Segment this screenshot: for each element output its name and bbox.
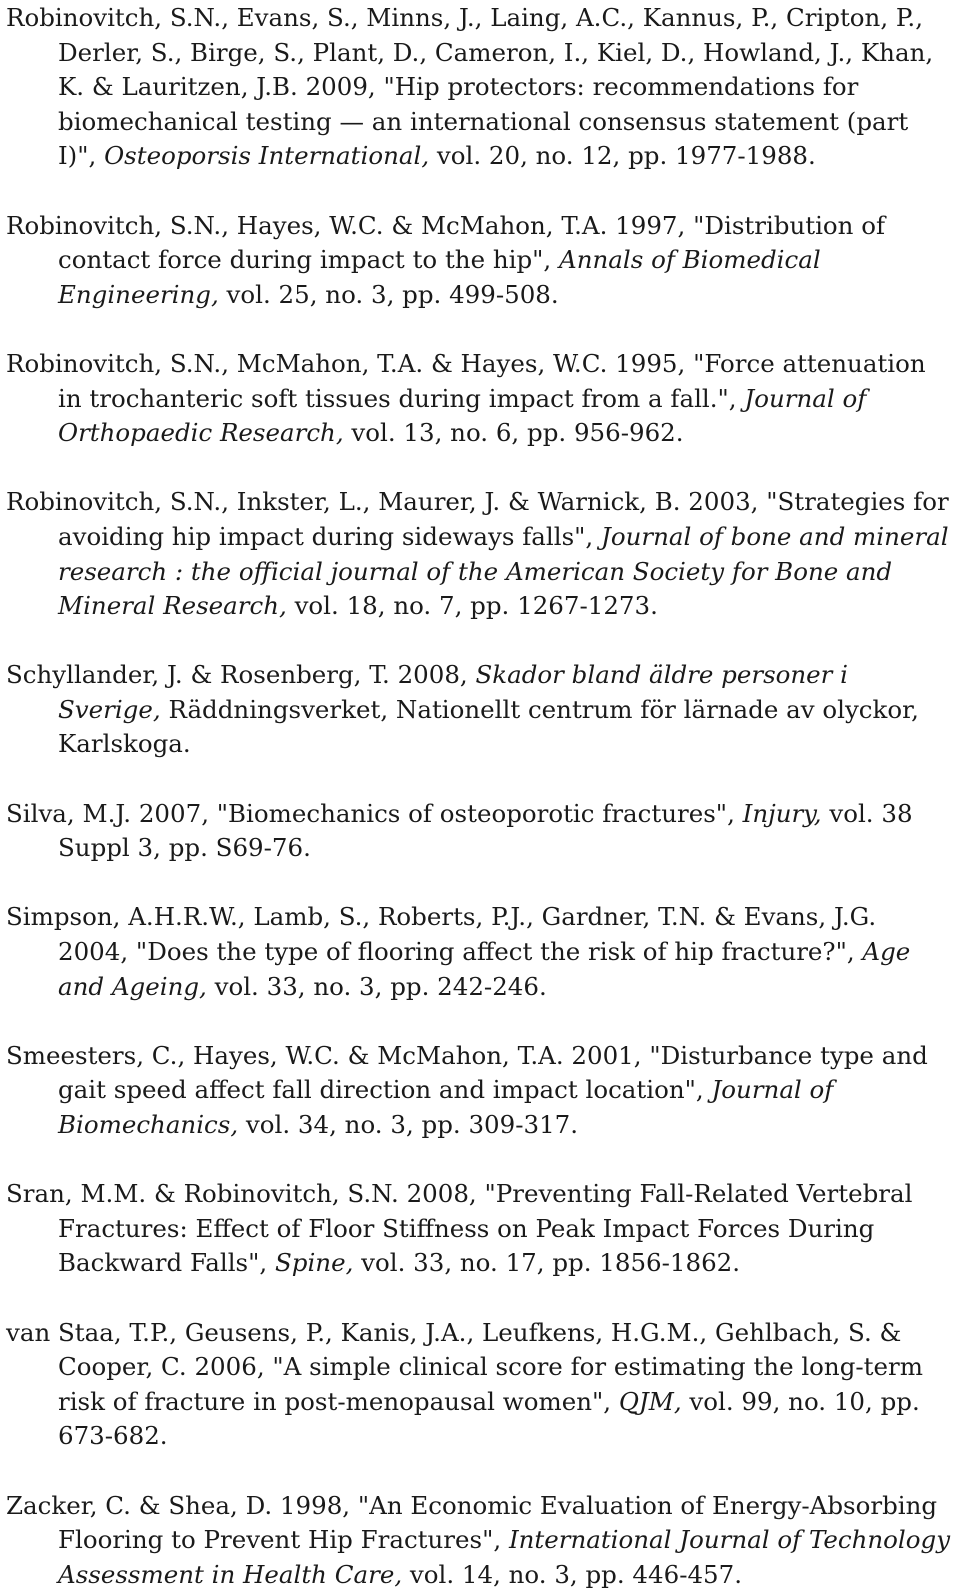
reference-details: vol. 20, no. 12, pp. 1977-1988. [429,141,816,171]
reference-text: Sran, M.M. & Robinovitch, S.N. 2008, "Preventing Fall-Related Vertebral Fractures: Effect of Floor Stiffness on Peak Impact Forces During Backward Falls", [6,1179,913,1278]
reference-text: Silva, M.J. 2007, "Biomechanics of osteoporotic fractures", [6,798,743,828]
reference-entry-robinovitch-2003 [6,485,954,623]
journal-title: Osteoporsis International, [104,141,430,171]
journal-title: Journal of bone and mineral research : the official journal of the American Society for Bone and Mineral Research, [58,521,949,621]
reference-details: vol. 13, no. 6, pp. 956-962. [343,418,684,448]
reference-details: vol. 25, no. 3, pp. 499-508. [218,279,559,309]
reference-text: Simpson, A.H.R.W., Lamb, S., Roberts, P.J., Gardner, T.N. & Evans, J.G. 2004, "Does the type of flooring affect the risk of hip fracture?", [6,902,877,967]
reference-text: Robinovitch, S.N., Inkster, L., Maurer, J. & Warnick, B. 2003, "Strategies for avoiding hip impact during sideways falls", [6,487,949,551]
reference-details: Räddningsverket, Nationellt centrum för lärnade av olyckor, Karlskoga. [58,694,919,759]
journal-title: Annals of Biomedical Engineering, [58,245,821,309]
reference-details: vol. 38 Suppl 3, pp. S69-76. [58,798,913,863]
reference-text: Robinovitch, S.N., Evans, S., Minns, J., Laing, A.C., Kannus, P., Cripton, P., Derler, S., Birge, S., Plant, D., Cameron, I., Kiel, D., Howland, J., Khan, K. & Lauritzen, J.B. 2009, "Hip protectors: recommendations for biomechanical testing — an international consensus statement (part I)", [6,3,934,171]
reference-entry-robinovitch-2009 [6,1,954,174]
reference-entry-simpson-2004 [6,900,954,1004]
reference-details: vol. 34, no. 3, pp. 309-317. [238,1110,579,1139]
reference-entry-silva-2007 [6,797,954,866]
reference-details: vol. 99, no. 10, pp. 673-682. [58,1386,920,1451]
journal-title: Journal of Biomechanics, [58,1075,834,1139]
reference-entry-van-staa-2006 [6,1316,954,1454]
reference-details: vol. 33, no. 3, pp. 242-246. [206,971,547,1001]
journal-title: QJM, [618,1386,682,1416]
journal-title: Spine, [274,1248,354,1278]
journal-title: Age and Ageing, [58,937,911,1001]
reference-text: Robinovitch, S.N., Hayes, W.C. & McMahon, T.A. 1997, "Distribution of contact force during impact to the hip", [6,210,886,275]
reference-text: Robinovitch, S.N., McMahon, T.A. & Hayes, W.C. 1995, "Force attenuation in trochanteric soft tissues during impact from a fall.", [6,348,926,413]
journal-title: Journal of Orthopaedic Research, [58,383,867,448]
reference-entry-schyllander-2008 [6,658,954,762]
book-title: Skador bland äldre personer i Sverige, [58,660,849,724]
reference-details: vol. 14, no. 3, pp. 446-457. [402,1559,743,1589]
reference-entry-sran-2008 [6,1177,954,1281]
reference-entry-smeesters-2001 [6,1039,954,1143]
reference-text: Smeesters, C., Hayes, W.C. & McMahon, T.A. 2001, "Disturbance type and gait speed affect fall direction and impact location", [6,1040,928,1105]
reference-entry-zacker-1998 [6,1489,954,1592]
reference-details: vol. 18, no. 7, pp. 1267-1273. [286,591,658,621]
journal-title: International Journal of Technology Assessment in Health Care, [58,1525,951,1589]
reference-text: Zacker, C. & Shea, D. 1998, "An Economic Evaluation of Energy-Absorbing Flooring to Prevent Hip Fractures", [6,1490,938,1555]
reference-text: Schyllander, J. & Rosenberg, T. 2008, [6,660,476,690]
reference-entry-robinovitch-1995 [6,347,954,451]
reference-details: vol. 33, no. 17, pp. 1856-1862. [353,1248,741,1278]
reference-text: van Staa, T.P., Geusens, P., Kanis, J.A., Leufkens, H.G.M., Gehlbach, S. & Cooper, C. 2006, "A simple clinical score for estimating the long-term risk of fracture in post-menopausal women", [6,1317,923,1416]
reference-entry-robinovitch-1997 [6,209,954,313]
journal-title: Injury, [742,798,822,828]
